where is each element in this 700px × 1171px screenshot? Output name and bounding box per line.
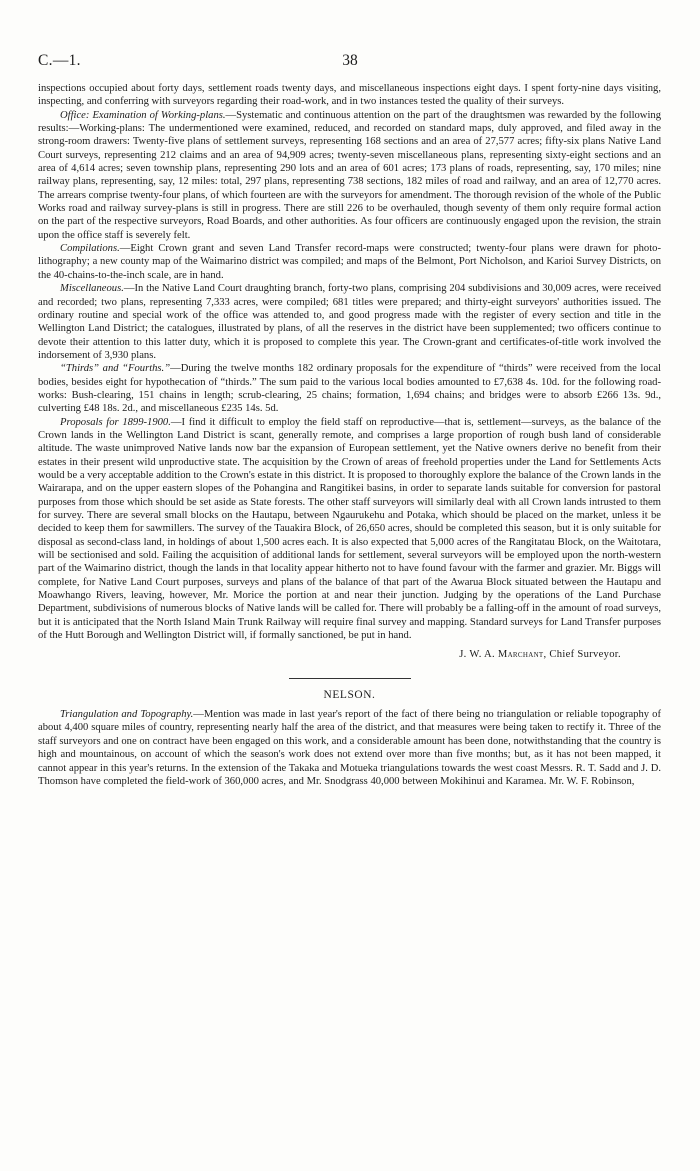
paragraph-heading: Triangulation and Topography.	[60, 709, 194, 721]
paragraph-office-working-plans: Office: Examination of Working-plans.—Systematic and continuous attention on the part of the draughtsmen was rewarded by the following results:—Working-plans: The undermentioned were examined, reduced, and recorded on standard maps, duly approved, and filed away in the strong-room drawers: Twenty-five plans of settlement surveys, representing 168 sections and an area of 27,577 acres; fifty-six plans Native Land Court surveys, representing 212 claims and an area of 94,909 acres; twenty-seven miscellaneous plans, representing sixty-eight sections and an area of 4,614 acres; seven township plans, representing 290 lots and an area of 601 acres; 173 plans of roads, representing, say, 170 miles; nine railway plans, representing, say, 12 miles: total, 297 plans, representing 738 sections, 182 miles of road and railway, and an area of 12,770 acres. The arrears comprise twenty-four plans, of which fourteen are with the surveyors for amendment. The thorough revision of the whole of the Public Works road and railway survey-plans is still in progress. There are still 226 to be overhauled, though seventy of them only require formal action on the part of the respective surveyors, Road Boards, and other authorities. As four officers are continuously engaged upon the revision, the strain upon the office staff is severely felt.	[38, 109, 661, 241]
paragraph-heading: Office: Examination of Working-plans.	[60, 109, 226, 121]
paragraph-miscellaneous: Miscellaneous.—In the Native Land Court draughting branch, forty-two plans, comprising 204 subdivisions and 30,009 acres, were received and recorded; two plans, representing 7,333 acres, were compiled; 681 titles were prepared; and thirty-eight surveyors' authorities issued. The ordinary routine and special work of the office was attended to, and good progress made with the register of every section and title in the Wellington Land District; the catalogues, illustrated by plans, of all the reserves in the district have been supplemented; two officers continue to devote their attention to this latter duty, which it is proposed to complete this year. The Crown-grant and certificates-of-title work involved the indorsement of 3,930 plans.	[38, 283, 661, 361]
paragraph-heading: “Thirds” and “Fourths.”	[60, 363, 171, 375]
paragraph-thirds-fourths: “Thirds” and “Fourths.”—During the twelve months 182 ordinary proposals for the expenditure of “thirds” were received from the local bodies, besides eight for hypothecation of “thirds.” The sum paid to the various local bodies amounted to £7,638 4s. 10d. for the following road-works: Bush-clearing, 151 chains in length; scrub-clearing, 25 chains; formation, 1,694 chains; and bridges were to absorb £266 13s. 9d., culverting £48 18s. 2d., and miscellaneous £235 14s. 5d.	[38, 363, 662, 415]
page-number: 38	[342, 52, 358, 69]
paragraph-heading: Compilations.	[60, 243, 120, 255]
signature: J. W. A. Marchant, Chief Surveyor.	[459, 649, 621, 661]
paragraph-compilations: Compilations.—Eight Crown grant and seven Land Transfer record-maps were constructed; twenty-four plans were drawn for photo-lithography; a new county map of the Waimarino district was compiled; and maps of the Belmont, Port Nicholson, and Karioi Survey Districts, on the 40-chains-to-the-inch scale, are in hand.	[38, 243, 661, 281]
page-header	[38, 52, 662, 72]
paragraph-triangulation: Triangulation and Topography.—Mention was made in last year's report of the fact of there being no triangulation or reliable topography of about 4,400 square miles of country, representing nearly half the area of the district, and that measures were being taken to rectify it. Three of the staff surveyors and one on contract have been engaged on this work, and a considerable amount has been done, notwithstanding that the country is high and mountainous, on account of which the season's work does not extend over more than five months; but, as it has not been mapped, it cannot appear in this year's returns. In the extension of the Takaka and Motueka triangulations towards the west coast Messrs. R. T. Sadd and J. D. Thomson have completed the field-work of 360,000 acres, and Mr. Snodgrass 40,000 between Mokihinui and Karamea. Mr. W. F. Robinson,	[38, 709, 662, 787]
section-title: NELSON.	[323, 688, 376, 701]
paragraph-proposals: Proposals for 1899-1900.—I find it difficult to employ the field staff on reproductive—that is, settlement—surveys, as the balance of the Crown lands in the Wellington Land District is scant, generally remote, and comprises a large proportion of rough bush land of considerable altitude. The waste unimproved Native lands now bar the expansion of European settlement, yet the Native owners derive no benefit from their estates in their present wild unproductive state. The acquisition by the Crown of areas of freehold properties under the Land for Settlements Acts would be a very acceptable addition to the Crown's estate in this district. It is proposed to thoroughly explore the balance of the Crown lands in the Wairarapa, and on the upper eastern slopes of the Pohangina and Rangitikei basins, in order to separate lands suitable for conversion for pastoral purposes from those which should be set aside as State forests. The other staff surveyors will similarly deal with all Crown lands intrusted to them for survey. There are several small blocks on the Hautapu, between Ngaurukehu and Potaka, which should be placed on the market, unless it be decided to keep them for sawmillers. The survey of the Tauakira Block, of 26,650 acres, should be completed this season, but it is only suitable for disposal as second-class land, in holdings of about 1,500 acres each. It is also expected that 5,000 acres of the Rangitatau Block, on the Waitotara, will be sectionised and sold. Failing the acquisition of additional lands for settlement, several surveyors will be employed upon the north-western part of the Waimarino district, though the lands in that locality appear hitherto not to have found favour with the farmer and grazier. Mr. Biggs will complete, for Native Land Court purposes, surveys and plans of the balance of that part of the Awarua Block situated between the Hautapu and Moawhango Rivers, leaving, however, Mr. Morice the portion at and near their junction. Judging by the operations of the Land Purchase Department, subdivisions of numerous blocks of Native lands will be called for. There will probably be a falling-off in the amount of road surveys, but it is anticipated that the North Island Main Trunk Railway will require final survey and mapping. Standard surveys for Land Transfer purposes of the Hutt Borough and Wellington District will, if formally sanctioned, be put in hand.	[38, 416, 661, 642]
section-divider	[289, 678, 411, 679]
report-reference: C.—1.	[38, 52, 81, 69]
signature-name: Marchant	[497, 649, 544, 661]
paragraph-heading: Miscellaneous.	[60, 283, 124, 295]
paragraph-inspections: inspections occupied about forty days, settlement roads twenty days, and miscellaneous inspections eight days. I spent forty-nine days visiting, inspecting, and conferring with surveyors regarding their road-work, and in two instances tested the quality of their surveys.	[38, 83, 661, 108]
document-body	[38, 82, 661, 788]
paragraph-heading: Proposals for 1899-1900.	[60, 416, 171, 428]
